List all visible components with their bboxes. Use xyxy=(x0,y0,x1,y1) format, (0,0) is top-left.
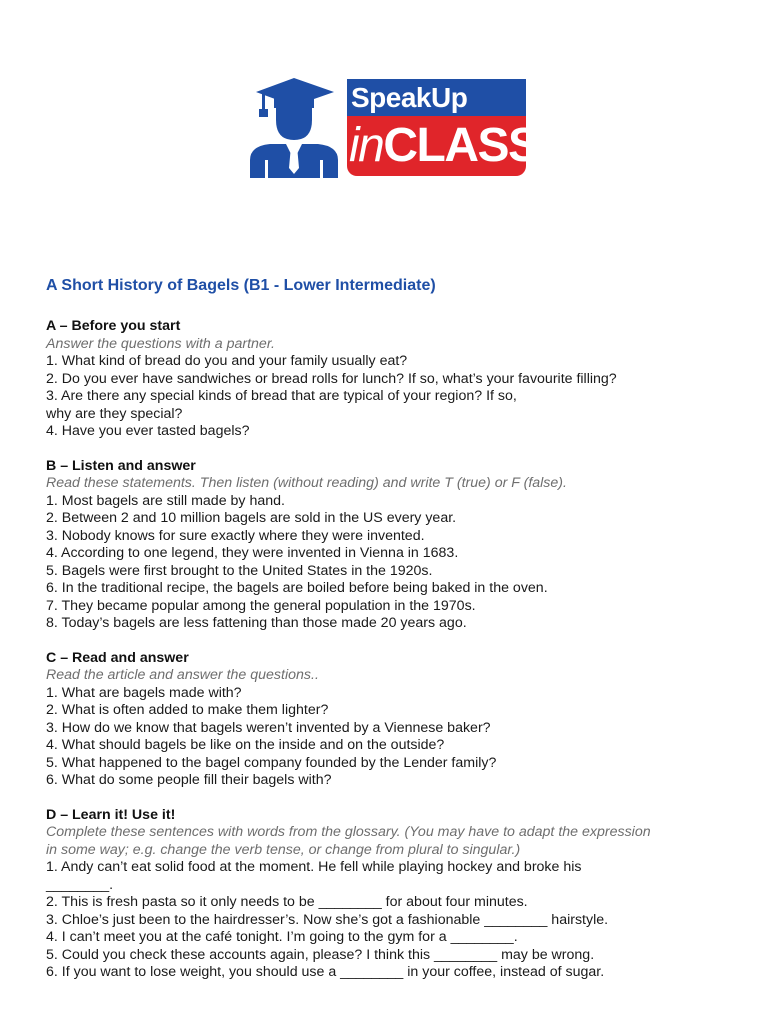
worksheet-content xyxy=(46,276,746,999)
question-line: why are they special? xyxy=(46,405,183,422)
question-line: 3. Are there any special kinds of bread that are typical of your region? If so, xyxy=(46,388,517,404)
statement-line: 4. According to one legend, they were invented in Vienna in 1683. xyxy=(46,545,459,561)
section-a xyxy=(46,318,746,441)
section-b xyxy=(46,458,746,633)
question-line: 4. What should bagels be like on the inside and on the outside? xyxy=(46,737,445,753)
exercise-line: 4. I can’t meet you at the café tonight. I’m going to the gym for a ________. xyxy=(46,929,518,945)
statement-line: 1. Most bagels are still made by hand. xyxy=(46,492,285,509)
section-heading: D – Learn it! Use it! xyxy=(46,806,176,823)
exercise-line: 1. Andy can’t eat solid food at the moment. He fell while playing hockey and broke his xyxy=(46,859,582,875)
question-line: 3. How do we know that bagels weren’t invented by a Viennese baker? xyxy=(46,719,491,736)
section-c xyxy=(46,650,746,790)
question-line: 6. What do some people fill their bagels with? xyxy=(46,772,332,788)
statement-line: 3. Nobody knows for sure exactly where they were invented. xyxy=(46,527,425,544)
logo-inclass-text xyxy=(347,116,539,176)
section-heading: A – Before you start xyxy=(46,318,181,334)
question-line: 5. What happened to the bagel company founded by the Lender family? xyxy=(46,754,497,771)
exercise-line: 6. If you want to lose weight, you should use a ________ in your coffee, instead of sugar. xyxy=(46,964,605,980)
statement-line: 8. Today’s bagels are less fattening than those made 20 years ago. xyxy=(46,615,467,631)
logo-speakup-text: SpeakUp xyxy=(347,79,526,116)
document-title: A Short History of Bagels (B1 - Lower Intermediate) xyxy=(46,277,436,294)
question-line: 1. What are bagels made with? xyxy=(46,684,242,701)
speakup-inclass-logo xyxy=(248,76,539,180)
exercise-line: 5. Could you check these accounts again, please? I think this ________ may be wrong. xyxy=(46,946,595,963)
logo-in-text: in xyxy=(349,119,384,172)
graduate-person-icon xyxy=(248,76,340,178)
exercise-line: ________. xyxy=(46,876,114,893)
question-line: 4. Have you ever tasted bagels? xyxy=(46,423,250,439)
question-line: 2. What is often added to make them lighter? xyxy=(46,702,329,718)
section-d xyxy=(46,807,746,982)
section-instruction: Read the article and answer the questions.. xyxy=(46,667,319,683)
section-heading: B – Listen and answer xyxy=(46,457,196,474)
question-line: 1. What kind of bread do you and your family usually eat? xyxy=(46,353,408,369)
section-instruction: Read these statements. Then listen (without reading) and write T (true) or F (false). xyxy=(46,475,567,491)
section-instruction: Complete these sentences with words from the glossary. (You may have to adapt the expression xyxy=(46,824,651,840)
exercise-line: 3. Chloe’s just been to the hairdresser’s. Now she’s got a fashionable ________ hairstyle. xyxy=(46,911,609,928)
section-instruction: Answer the questions with a partner. xyxy=(46,335,275,352)
statement-line: 7. They became popular among the general population in the 1970s. xyxy=(46,597,476,614)
section-instruction: in some way; e.g. change the verb tense, or change from plural to singular.) xyxy=(46,841,521,858)
statement-line: 5. Bagels were first brought to the United States in the 1920s. xyxy=(46,562,433,579)
statement-line: 2. Between 2 and 10 million bagels are sold in the US every year. xyxy=(46,510,457,526)
section-heading: C – Read and answer xyxy=(46,649,189,666)
question-line: 2. Do you ever have sandwiches or bread rolls for lunch? If so, what’s your favourite filling? xyxy=(46,370,617,387)
logo-class-text: CLASS xyxy=(383,119,539,172)
statement-line: 6. In the traditional recipe, the bagels are boiled before being baked in the oven. xyxy=(46,580,548,596)
exercise-line: 2. This is fresh pasta so it only needs to be ________ for about four minutes. xyxy=(46,894,528,910)
